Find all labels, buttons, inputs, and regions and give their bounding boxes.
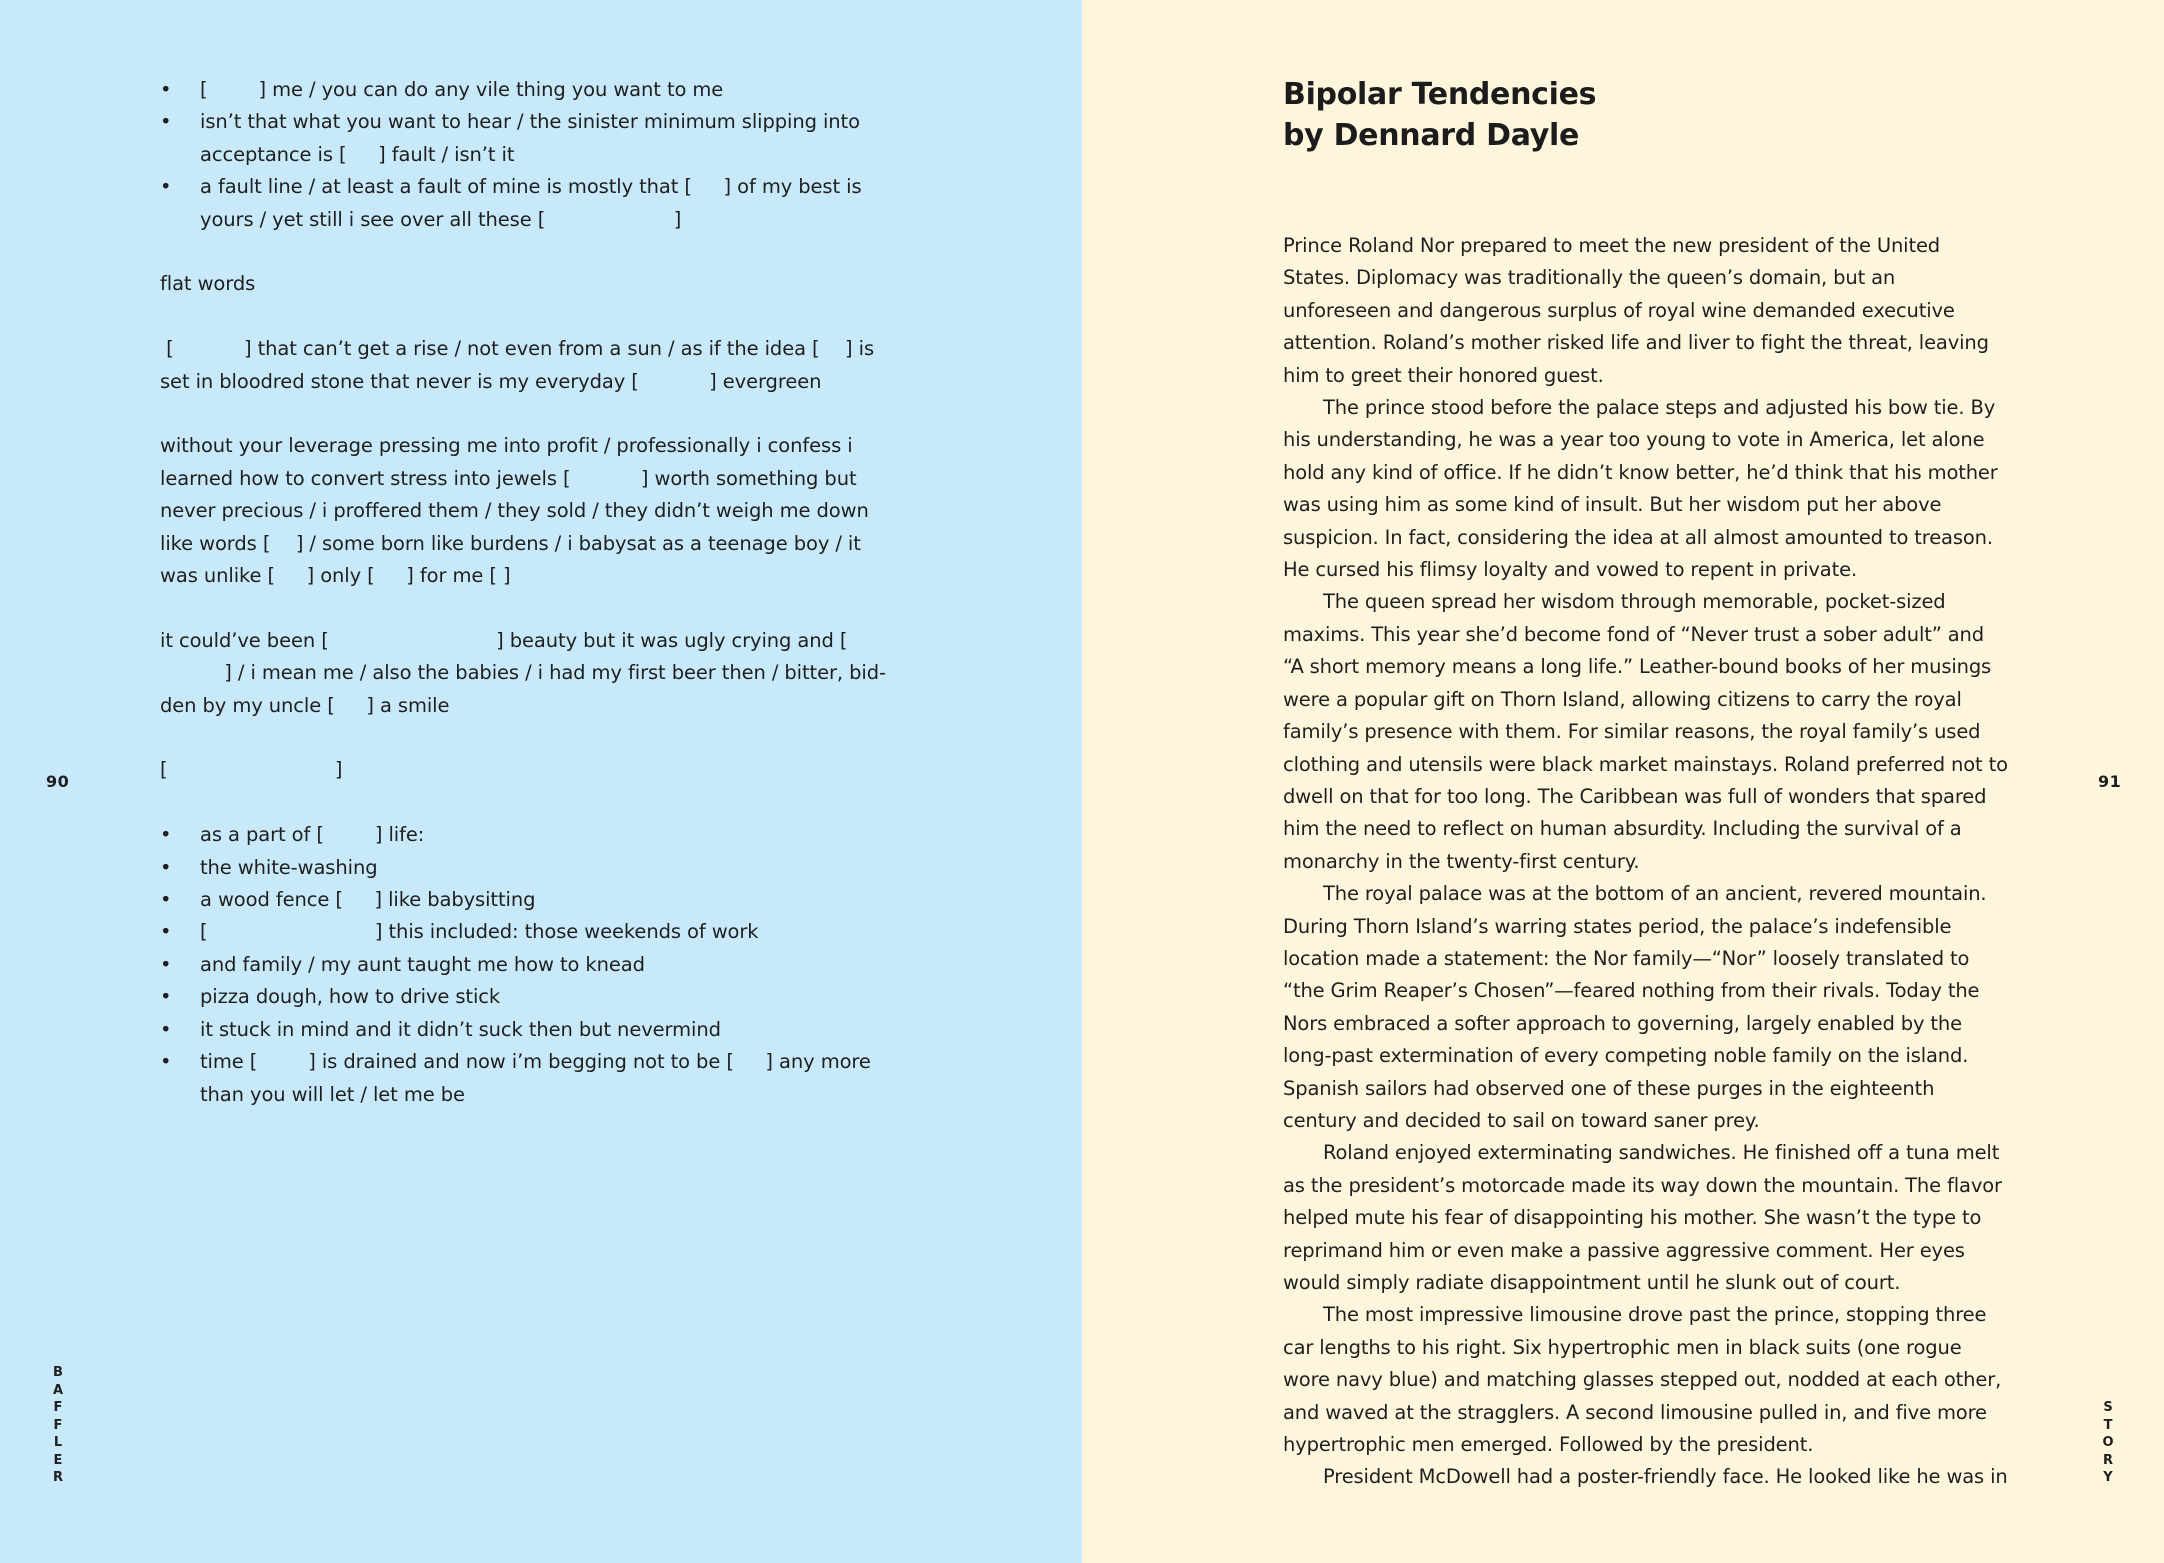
poem-stanza: it could’ve been [ ] beauty but it was ugly crying and [ ] / i mean me / also the babies / i had my first beer then / bitter, bid-den by my uncle [ ] a smile	[160, 628, 886, 717]
side-label-letter: S	[2103, 1400, 2113, 1415]
poem-bullet: • and family / my aunt taught me how to knead	[160, 949, 900, 981]
poem-bullet: • as a part of [ ] life:	[160, 819, 900, 851]
story-title-line: Bipolar Tendencies	[1283, 77, 1597, 112]
poem-bullet: • it stuck in mind and it didn’t suck then but nevermind	[160, 1014, 900, 1046]
poem-bullet: • the white-washing	[160, 852, 900, 884]
side-label-letter: R	[2102, 1452, 2113, 1468]
poem-bullet: • isn’t that what you want to hear / the sinister minimum slipping into acceptance is [ ] fault / isn’t it	[160, 106, 900, 171]
poem-bullet: • pizza dough, how to drive stick	[160, 981, 900, 1013]
side-label-baffler	[48, 1364, 68, 1487]
side-label-letter: E	[53, 1452, 63, 1468]
poem-stanza: [ ]	[160, 758, 343, 782]
poem-bullet-list-2	[160, 819, 900, 1111]
poem-bullet: • time [ ] is drained and now i’m begging not to be [ ] any more than you will let / let me be	[160, 1046, 900, 1111]
story-paragraph: The royal palace was at the bottom of an ancient, revered mountain. During Thorn Island’s warring states period, the palace’s indefensible location made a statement: the Nor family—“Nor” loosely translated to “the Grim Reaper’s Chosen”—feared nothing from their rivals. Today the Nors embraced a softer approach to governing, largely enabled by the long-past extermination of every competing noble family on the island. Spanish sailors had observed one of these purges in the eighteenth century and decided to sail on toward saner prey.	[1283, 882, 1987, 1132]
story-paragraph: Prince Roland Nor prepared to meet the new president of the United States. Diplomacy was traditionally the queen’s domain, but an unforeseen and dangerous surplus of royal wine demanded executive attention. Roland’s mother risked life and liver to fight the threat, leaving him to greet their honored guest.	[1283, 234, 1989, 387]
story-title	[1283, 74, 1596, 156]
poem-stanza: [ ] that can’t get a rise / not even from a sun / as if the idea [ ] is set in bloodred stone that never is my everyday [ ] evergreen	[160, 337, 881, 393]
poem-bullet: • a wood fence [ ] like babysitting	[160, 884, 900, 916]
story-byline: by Dennard Dayle	[1283, 118, 1580, 153]
story-paragraph: The most impressive limousine drove past the prince, stopping three car lengths to his right. Six hypertrophic men in black suits (one rogue wore navy blue) and matching glasses stepped out, nodded at each other, and waved at the stragglers. A second limousine pulled in, and five more hypertrophic men emerged. Followed by the president.	[1283, 1303, 2002, 1457]
poem-bullet: • [ ] this included: those weekends of work	[160, 916, 900, 948]
side-label-letter: O	[2102, 1435, 2114, 1450]
side-label-letter: L	[53, 1435, 63, 1450]
poem-bullet: • [ ] me / you can do any vile thing you want to me	[160, 74, 900, 106]
poem-bullet-list-1	[160, 74, 900, 236]
poem	[160, 74, 900, 1111]
side-label-letter: Y	[2103, 1470, 2113, 1485]
poem-stanza-flat-words: flat words	[160, 272, 256, 296]
poem-bullet: • a fault line / at least a fault of mine is mostly that [ ] of my best is yours / yet still i see over all these [ ]	[160, 171, 900, 236]
side-label-letter: A	[52, 1382, 64, 1398]
side-label-letter: F	[53, 1417, 63, 1433]
story-paragraph: Roland enjoyed exterminating sandwiches. He finished off a tuna melt as the president’s motorcade made its way down the mountain. The flavor helped mute his fear of disappointing his mother. She wasn’t the type to reprimand him or even make a passive aggressive comment. Her eyes would simply radiate disappointment until he slunk out of court.	[1283, 1141, 2002, 1294]
poem-stanza: without your leverage pressing me into profit / professionally i confess i learned how to convert stress into jewels [ ] worth something but never precious / i proffered them / they sold / they didn’t weigh me down like words [ ] / some born like burdens / i babysat as a teenage boy / it was unlike [ ] only [ ] for me [ ]	[160, 434, 875, 588]
side-label-letter: F	[53, 1400, 63, 1415]
story-paragraph: The queen spread her wisdom through memorable, pocket-sized maxims. This year she’d become fond of “Never trust a sober adult” and “A short memory means a long life.” Leather-bound books of her musings were a popular gift on Thorn Island, allowing citizens to carry the royal family’s presence with them. For similar reasons, the royal family’s used clothing and utensils were black market mainstays. Roland preferred not to dwell on that for too long. The Caribbean was full of wonders that spared him the need to reflect on human absurdity. Including the survival of a monarchy in the twenty-first century.	[1283, 590, 2008, 873]
side-label-letter: B	[53, 1365, 63, 1380]
page-number-right: 91	[2098, 772, 2122, 791]
story-paragraph: President McDowell had a poster-friendly face. He looked like he was in	[1323, 1465, 2008, 1489]
story-body	[1283, 230, 2008, 1494]
side-label-letter: T	[2103, 1417, 2113, 1433]
page-number-left: 90	[46, 772, 70, 791]
side-label-story	[2098, 1399, 2118, 1487]
side-label-letter: R	[52, 1470, 63, 1485]
story-paragraph: The prince stood before the palace steps and adjusted his bow tie. By his understanding, he was a year too young to vote in America, let alone hold any kind of office. If he didn’t know better, he’d think that his mother was using him as some kind of insult. But her wisdom put her above suspicion. In fact, considering the idea at all almost amounted to treason. He cursed his flimsy loyalty and vowed to repent in private.	[1283, 396, 1998, 582]
